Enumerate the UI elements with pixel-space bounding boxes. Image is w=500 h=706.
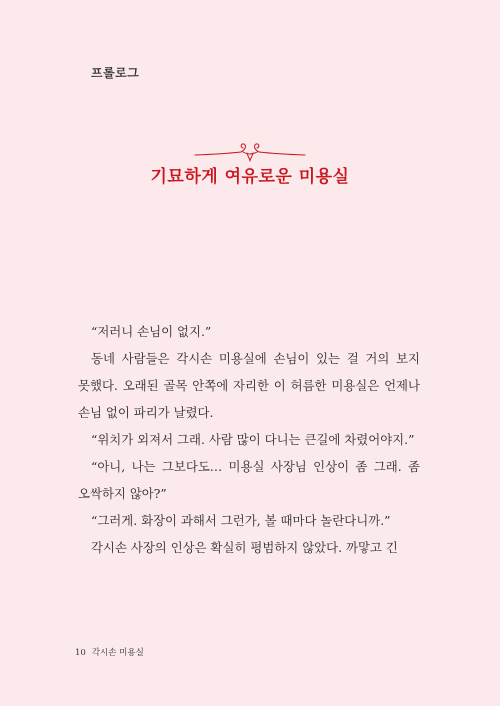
paragraph: “그러게. 화장이 과해서 그런가, 볼 때마다 놀란다니까.” [91,513,391,528]
page-number: 10 [75,648,86,658]
ornament-flourish-icon [193,135,307,165]
page-footer [75,646,144,658]
paragraph: “저러니 손님이 없지.” [91,324,212,339]
chapter-title: 기묘하게 여유로운 미용실 [150,167,350,187]
running-title: 각시손 미용실 [91,648,144,658]
paragraph: “아니, 나는 그보다도… 미용실 사장님 인상이 좀 그래. 좀 오싹하지 않아?” [78,459,420,501]
paragraph: “위치가 외져서 그래. 사람 많이 다니는 큰길에 차렸어야지.” [91,432,415,447]
body-text [78,318,420,561]
paragraph: 동네 사람들은 각시손 미용실에 손님이 있는 걸 거의 보지 못했다. 오래된 골목 안쪽에 자리한 이 허름한 미용실은 언제나 손님 없이 파리가 날렸다. [78,351,420,420]
paragraph: 각시손 사장의 인상은 확실히 평범하지 않았다. 까맣고 긴 [91,540,398,555]
section-label: 프롤로그 [91,66,140,80]
